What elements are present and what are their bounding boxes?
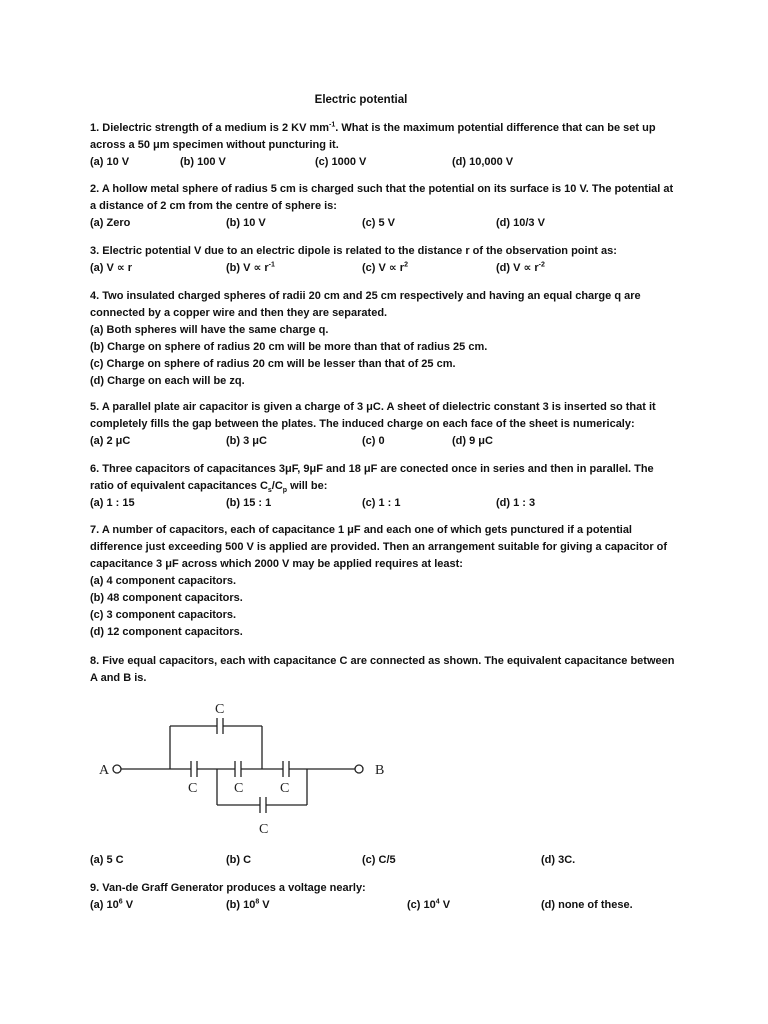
- option-c: (c) $V \propto r^2$: [362, 261, 408, 274]
- option-c: (c) $10^4$ V: [407, 898, 451, 911]
- option-c: (c) 0: [362, 435, 385, 447]
- option-d: (d) $V \propto r^{-2}$: [496, 261, 545, 274]
- capacitor-label-series-1: C: [188, 781, 198, 796]
- options-list: [90, 573, 680, 641]
- options-row: [90, 897, 680, 914]
- capacitor-circuit-diagram: [95, 697, 415, 847]
- terminal-a-label: A: [99, 763, 110, 778]
- option-c: (c) 1 : 1: [362, 497, 401, 509]
- capacitor-label-top: C: [215, 702, 225, 717]
- option-b: (b) Charge on sphere of radius 20 cm will be more than that of radius 25 cm.: [90, 341, 488, 353]
- question-text: 8. Five equal capacitors, each with capacitance C are connected as shown. The equivalent capacitance between A and B is.: [90, 655, 675, 684]
- question-5: [90, 399, 680, 450]
- question-text: 1. Dielectric strength of a medium is 2 KV $mm^{-1}$. What is the maximum potential difference that can be set up across a 50 μm specimen without puncturing it.: [90, 121, 656, 151]
- page-title: Electric potential: [314, 94, 408, 106]
- option-a: (a) 5 C: [90, 854, 124, 866]
- option-d: (d) 10,000 V: [452, 156, 514, 168]
- option-a: (a) Zero: [90, 217, 131, 229]
- option-c: (c) C/5: [362, 854, 396, 866]
- option-b: (b) 15 : 1: [226, 497, 272, 509]
- option-d: (d) 1 : 3: [496, 497, 536, 509]
- question-8: [90, 653, 680, 687]
- question-text: 7. A number of capacitors, each of capacitance 1 μF and each one of which gets punctured if a potential difference just exceeding 500 V is applied are provided. Then an arrangement suitable for giving a capacitor of capacitance 3 μF across which 2000 V may be applied requires at least:: [90, 524, 668, 570]
- question-1: [90, 120, 680, 171]
- option-b: (b) $V \propto r^{-1}$: [226, 261, 275, 274]
- terminal-b-label: B: [375, 763, 385, 778]
- option-a: (a) 10 V: [90, 156, 130, 168]
- option-b: (b) 10 V: [226, 217, 266, 229]
- question-text: 2. A hollow metal sphere of radius 5 cm is charged such that the potential on its surface is 10 V. The potential at a distance of 2 cm from the centre of sphere is:: [90, 183, 674, 212]
- question-text: 5. A parallel plate air capacitor is given a charge of 3 μC. A sheet of dielectric constant 3 is inserted so that it completely fills the gap between the plates. The induced charge on each face of the sheet is numericaly:: [90, 401, 656, 430]
- capacitor-label-series-3: C: [280, 781, 290, 796]
- options-row: [90, 852, 680, 869]
- option-b: (b) 3 μC: [226, 435, 267, 447]
- option-b: (b) 100 V: [180, 156, 226, 168]
- option-b: (b) C: [226, 854, 252, 866]
- question-7: [90, 522, 680, 641]
- option-a: (a) 2 μC: [90, 435, 131, 447]
- option-d: (d) 10/3 V: [496, 217, 545, 229]
- question-text: 4. Two insulated charged spheres of radii 20 cm and 25 cm respectively and having an equal charge q are connected by a copper wire and then they are separated.: [90, 290, 641, 319]
- question-3: [90, 243, 680, 277]
- option-d: (d) 9 μC: [452, 435, 493, 447]
- question-4: [90, 288, 680, 390]
- options-row: [90, 154, 680, 171]
- options-row: [90, 495, 680, 512]
- question-text: 9. Van-de Graff Generator produces a voltage nearly:: [90, 882, 366, 894]
- option-a: (a) 4 component capacitors.: [90, 575, 237, 587]
- question-8-options: [90, 852, 680, 869]
- question-text: 3. Electric potential V due to an electric dipole is related to the distance r of the observation point as:: [90, 245, 617, 257]
- capacitor-label-bottom: C: [259, 822, 269, 837]
- option-d: (d) none of these.: [541, 899, 633, 911]
- option-c: (c) 1000 V: [315, 156, 367, 168]
- options-row: [90, 260, 680, 277]
- option-d: (d) Charge on each will be zq.: [90, 375, 245, 387]
- option-c: (c) Charge on sphere of radius 20 cm will be lesser than that of 25 cm.: [90, 358, 456, 370]
- option-d: (d) 12 component capacitors.: [90, 626, 243, 638]
- option-a: (a) V ∝ r: [90, 262, 133, 274]
- option-c: (c) 5 V: [362, 217, 396, 229]
- question-6: [90, 461, 680, 512]
- option-a: (a) Both spheres will have the same charge q.: [90, 324, 329, 336]
- question-text: 6. Three capacitors of capacitances 3μF, 9μF and 18 μF are conected once in series and then in parallel. The ratio of equivalent capacitances $C_s/C_p$ will be:: [90, 463, 654, 495]
- options-list: [90, 322, 680, 390]
- capacitor-label-series-2: C: [234, 781, 244, 796]
- option-a: (a) 1 : 15: [90, 497, 135, 509]
- option-b: (b) $10^8$ V: [226, 898, 270, 911]
- option-a: (a) $10^6$ V: [90, 898, 134, 911]
- question-2: [90, 181, 680, 232]
- option-b: (b) 48 component capacitors.: [90, 592, 243, 604]
- options-row: [90, 215, 680, 232]
- option-c: (c) 3 component capacitors.: [90, 609, 237, 621]
- question-9: [90, 880, 680, 914]
- options-row: [90, 433, 680, 450]
- option-d: (d) 3C.: [541, 854, 576, 866]
